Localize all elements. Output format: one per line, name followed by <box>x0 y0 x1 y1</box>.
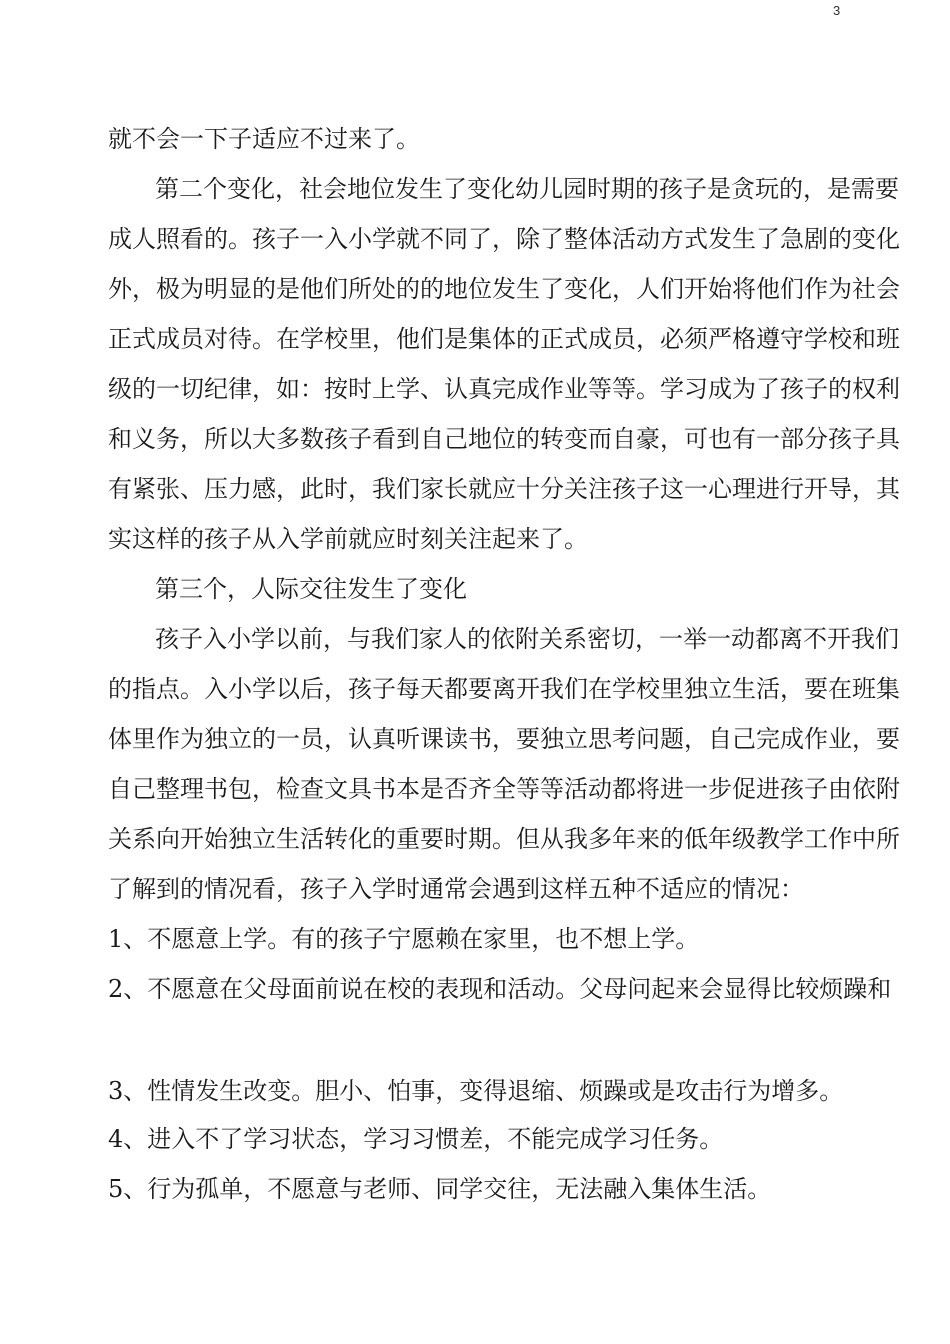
text-line: 就不会一下子适应不过来了。 <box>108 125 420 153</box>
text-line: 正式成员对待。在学校里，他们是集体的正式成员，必须严格遵守学校和班 <box>108 325 900 353</box>
text-line: 的指点。入小学以后，孩子每天都要离开我们在学校里独立生活，要在班集 <box>108 675 900 703</box>
list-item: 1、不愿意上学。有的孩子宁愿赖在家里，也不想上学。 <box>108 925 700 953</box>
text-line: 孩子入小学以前，与我们家人的依附关系密切，一举一动都离不开我们 <box>155 625 899 653</box>
list-item: 3、性情发生改变。胆小、怕事，变得退缩、烦躁或是攻击行为增多。 <box>108 1077 844 1105</box>
text-line: 第二个变化，社会地位发生了变化幼儿园时期的孩子是贪玩的，是需要 <box>155 175 899 203</box>
section-heading: 第三个，人际交往发生了变化 <box>155 575 467 603</box>
text-line: 有紧张、压力感，此时，我们家长就应十分关注孩子这一心理进行开导，其 <box>108 475 900 503</box>
list-item: 5、行为孤单，不愿意与老师、同学交往，无法融入集体生活。 <box>108 1175 772 1203</box>
text-line: 了解到的情况看，孩子入学时通常会遇到这样五种不适应的情况： <box>108 875 804 903</box>
text-line: 级的一切纪律，如：按时上学、认真完成作业等等。学习成为了孩子的权利 <box>108 375 900 403</box>
text-line: 关系向开始独立生活转化的重要时期。但从我多年来的低年级教学工作中所 <box>108 825 900 853</box>
list-item: 4、进入不了学习状态，学习习惯差，不能完成学习任务。 <box>108 1125 724 1153</box>
page-number: 3 <box>833 3 841 18</box>
text-line: 实这样的孩子从入学前就应时刻关注起来了。 <box>108 525 588 553</box>
text-line: 自己整理书包，检查文具书本是否齐全等等活动都将进一步促进孩子由依附 <box>108 775 900 803</box>
text-line: 和义务，所以大多数孩子看到自己地位的转变而自豪，可也有一部分孩子具 <box>108 425 900 453</box>
text-line: 成人照看的。孩子一入小学就不同了，除了整体活动方式发生了急剧的变化 <box>108 225 900 253</box>
text-line: 外，极为明显的是他们所处的的地位发生了变化，人们开始将他们作为社会 <box>108 275 900 303</box>
list-item: 2、不愿意在父母面前说在校的表现和活动。父母问起来会显得比较烦躁和 <box>108 975 892 1003</box>
text-line: 体里作为独立的一员，认真听课读书，要独立思考问题，自己完成作业，要 <box>108 725 900 753</box>
